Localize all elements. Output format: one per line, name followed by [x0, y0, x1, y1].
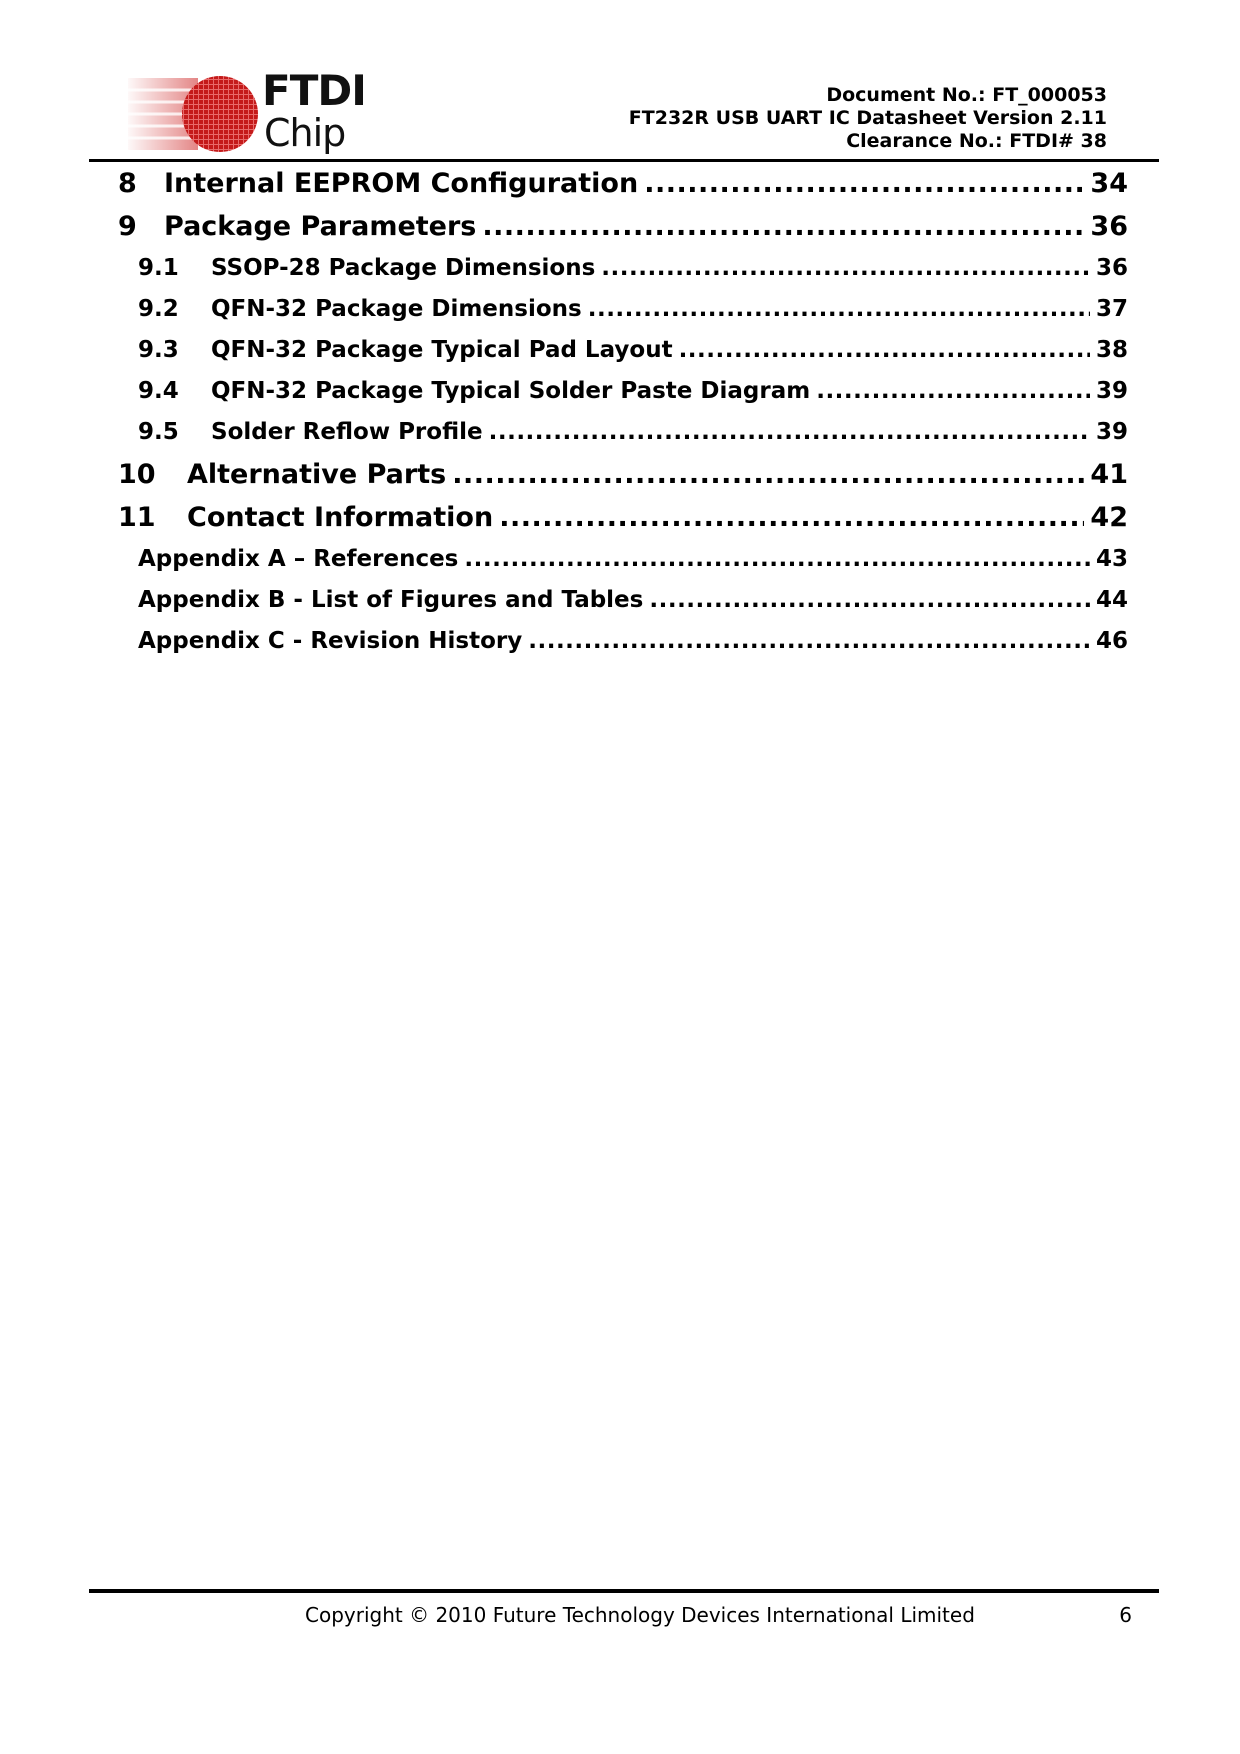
toc-page: 41: [1090, 459, 1128, 490]
toc-page: 37: [1095, 296, 1128, 322]
toc-title: Appendix A – References: [138, 546, 459, 572]
doc-title: FT232R USB UART IC Datasheet Version 2.11: [628, 107, 1107, 129]
toc-title: Appendix C - Revision History: [138, 628, 523, 654]
toc-number: 9.4: [138, 378, 179, 404]
footer-rule: [89, 1589, 1159, 1593]
toc-entry[interactable]: [118, 330, 1128, 371]
toc-leader: [649, 580, 1090, 621]
toc-number: 11: [118, 502, 156, 533]
toc-entry[interactable]: [118, 412, 1128, 453]
toc-entry[interactable]: [118, 496, 1128, 539]
document-header: [629, 84, 1107, 153]
toc-page: 46: [1095, 628, 1128, 654]
toc-leader: [588, 289, 1090, 330]
toc-page: 42: [1090, 502, 1128, 533]
toc-page: 34: [1090, 168, 1128, 199]
toc-leader: [679, 330, 1090, 371]
clearance-number: Clearance No.: FTDI# 38: [846, 130, 1107, 152]
toc-leader: [528, 621, 1090, 662]
toc-leader: [464, 539, 1090, 580]
toc-title: Contact Information: [187, 502, 494, 533]
toc-page: 43: [1095, 546, 1128, 572]
logo-brand: FTDI: [262, 66, 366, 115]
toc-page: 36: [1095, 255, 1128, 281]
toc-number: 9: [118, 211, 137, 242]
toc-leader: [499, 496, 1084, 539]
toc-title: QFN-32 Package Typical Solder Paste Diagram: [211, 378, 811, 404]
toc-number: 10: [118, 459, 156, 490]
toc-title: Solder Reflow Profile: [211, 419, 483, 445]
toc-entry[interactable]: [118, 162, 1128, 205]
footer-copyright: Copyright © 2010 Future Technology Devices International Limited: [305, 1603, 975, 1627]
toc-title: QFN-32 Package Typical Pad Layout: [211, 337, 673, 363]
toc-page: 39: [1095, 419, 1128, 445]
toc-leader: [452, 453, 1084, 496]
toc-number: 9.3: [138, 337, 179, 363]
toc-entry[interactable]: [118, 453, 1128, 496]
toc-leader: [601, 248, 1090, 289]
toc-number: 8: [118, 168, 137, 199]
toc-title: Internal EEPROM Configuration: [164, 168, 639, 199]
footer-page-number: 6: [1119, 1603, 1132, 1627]
toc-entry[interactable]: [118, 621, 1128, 662]
toc-page: 38: [1095, 337, 1128, 363]
toc-leader: [489, 412, 1090, 453]
toc-number: 9.5: [138, 419, 179, 445]
toc-title: QFN-32 Package Dimensions: [211, 296, 582, 322]
logo-sub: Chip: [264, 111, 346, 155]
toc-entry[interactable]: [118, 371, 1128, 412]
toc-leader: [644, 162, 1084, 205]
ftdi-chip-logo: [128, 66, 366, 156]
toc-leader: [816, 371, 1090, 412]
toc-number: 9.1: [138, 255, 179, 281]
table-of-contents: [118, 162, 1128, 662]
toc-title: SSOP-28 Package Dimensions: [211, 255, 596, 281]
doc-number: Document No.: FT_000053: [826, 84, 1107, 106]
toc-entry[interactable]: [118, 248, 1128, 289]
toc-page: 36: [1090, 211, 1128, 242]
toc-title: Appendix B - List of Figures and Tables: [138, 587, 644, 613]
toc-page: 39: [1095, 378, 1128, 404]
toc-entry[interactable]: [118, 205, 1128, 248]
toc-entry[interactable]: [118, 539, 1128, 580]
toc-leader: [482, 205, 1084, 248]
toc-entry[interactable]: [118, 580, 1128, 621]
toc-entry[interactable]: [118, 289, 1128, 330]
toc-title: Alternative Parts: [187, 459, 447, 490]
toc-title: Package Parameters: [164, 211, 477, 242]
toc-page: 44: [1095, 587, 1128, 613]
toc-number: 9.2: [138, 296, 179, 322]
